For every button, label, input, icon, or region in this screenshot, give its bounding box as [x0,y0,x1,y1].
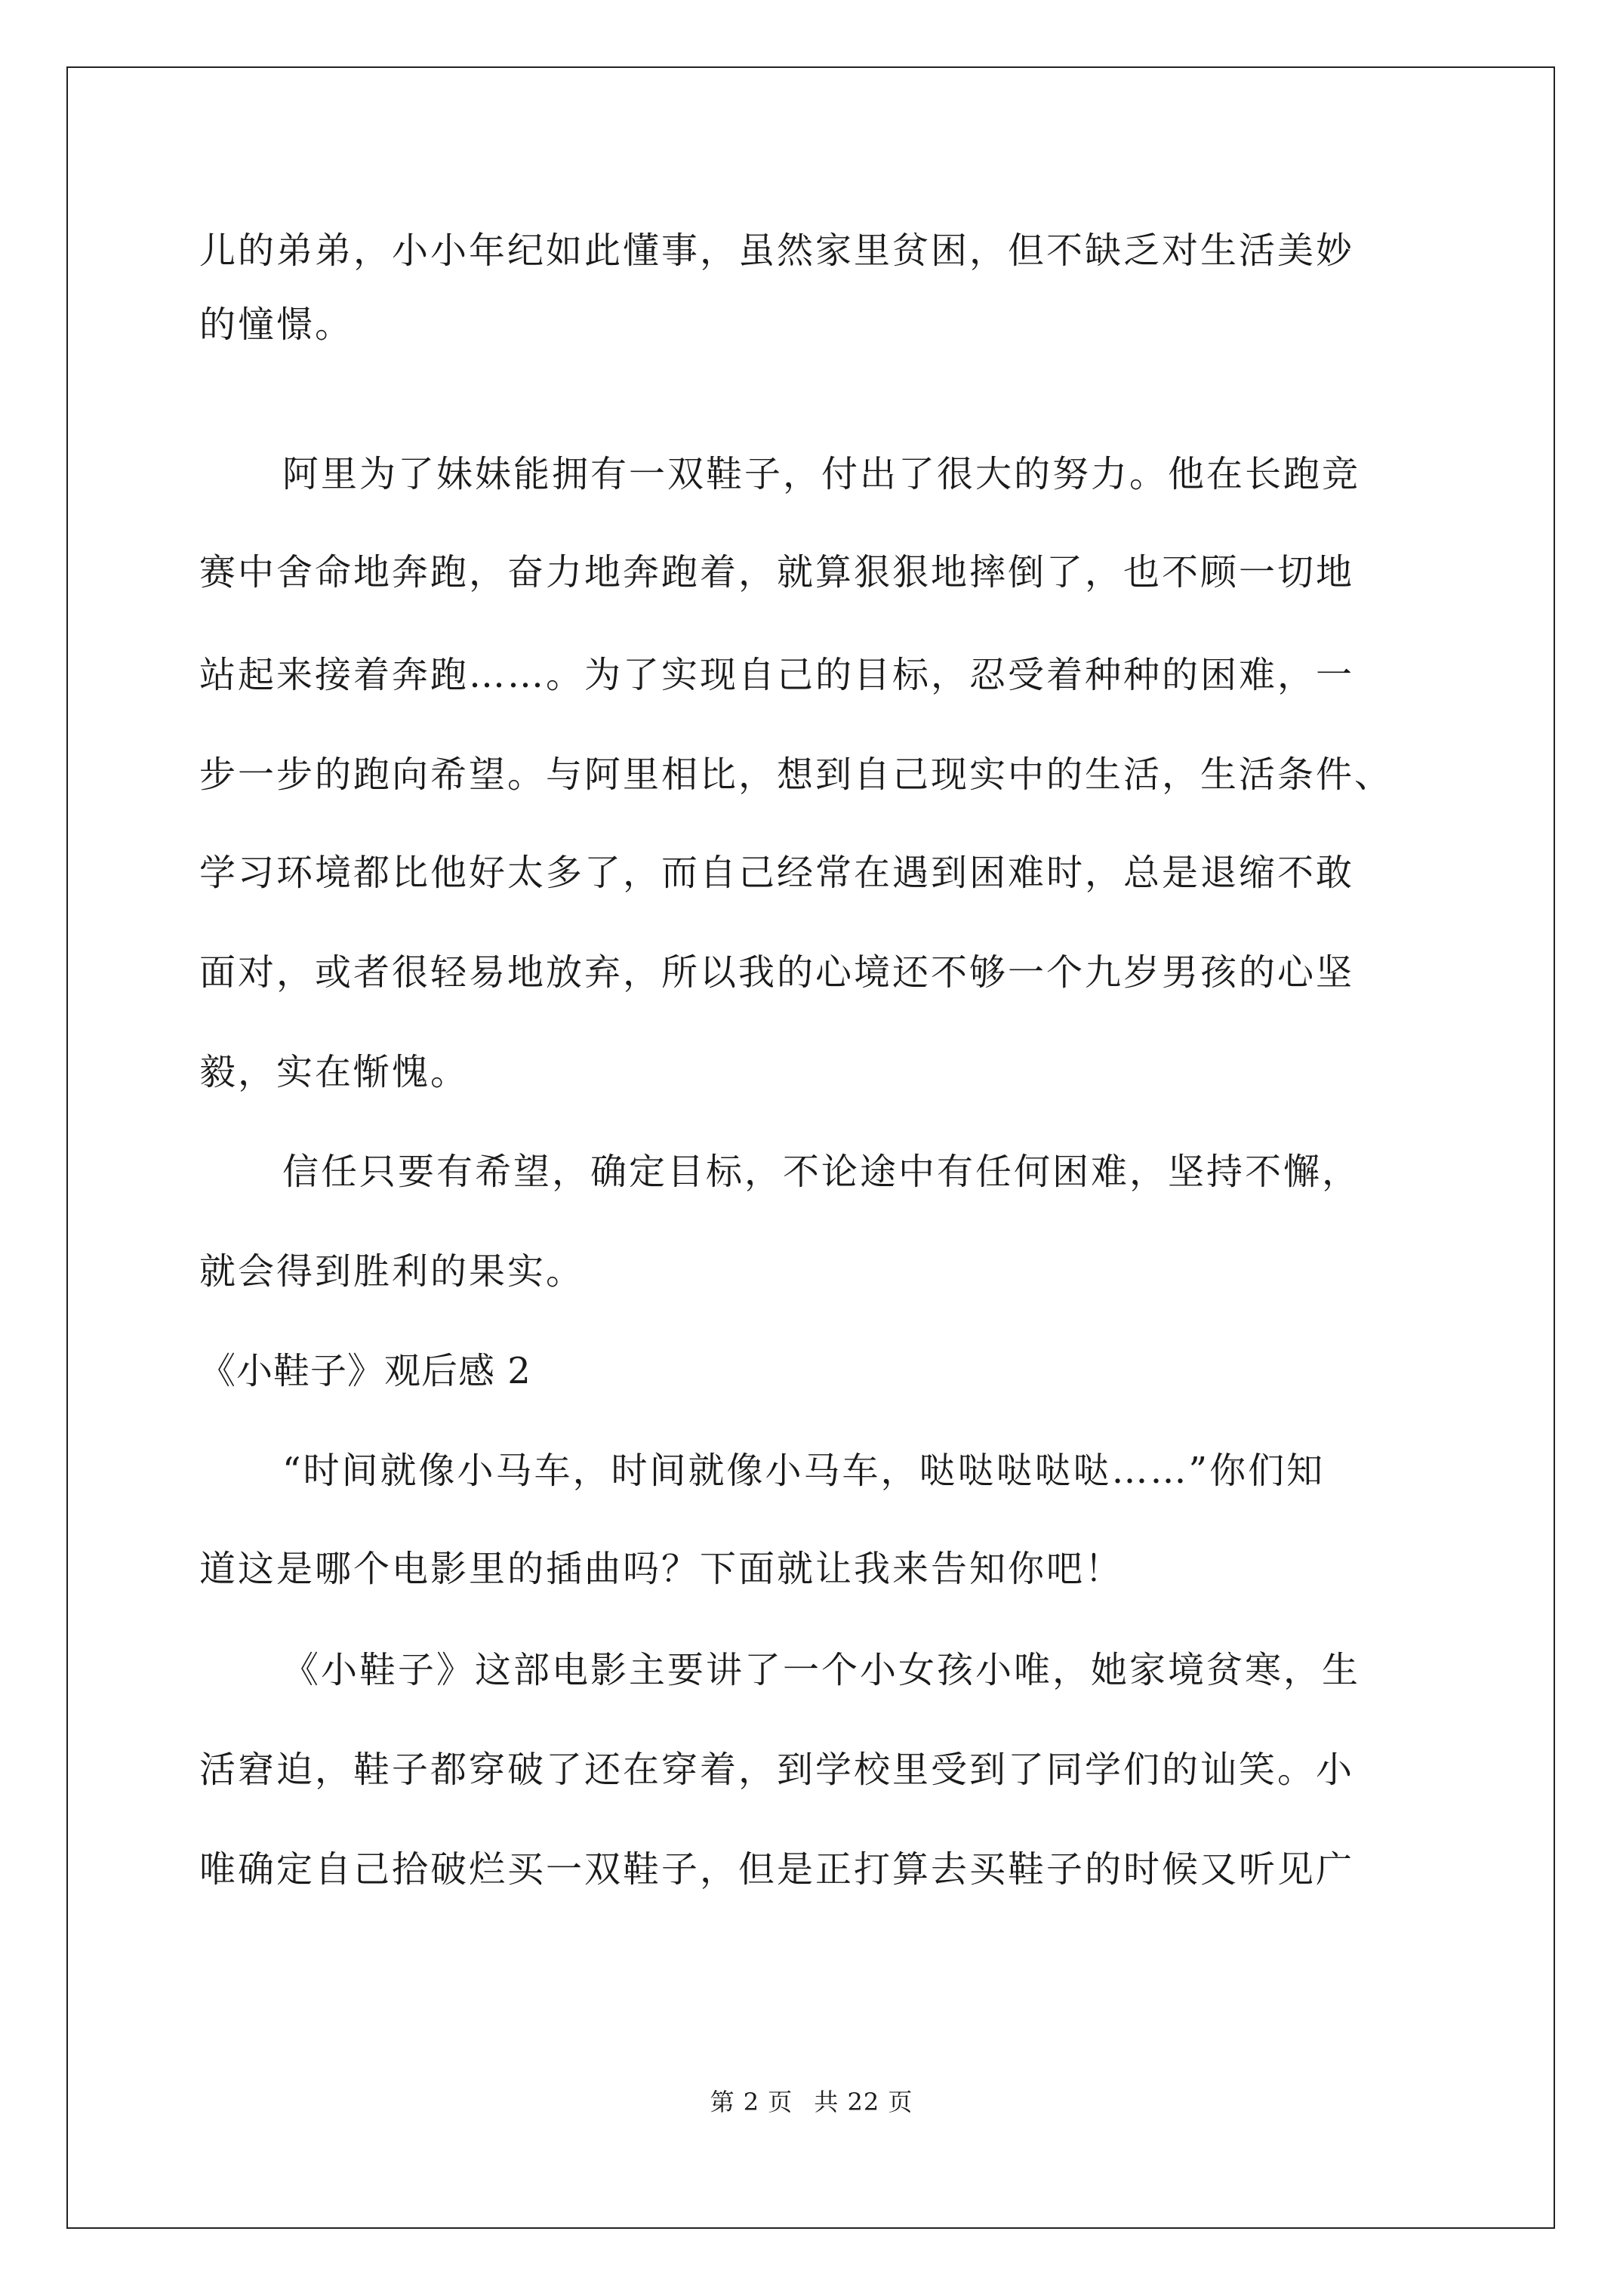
page-border [66,66,1555,2229]
paragraph-first-line: “时间就像小马车，时间就像小马车，哒哒哒哒哒……”你们知 [282,1450,1326,1492]
text-line: 毅，实在惭愧。 [199,1051,470,1093]
text-line: 儿的弟弟，小小年纪如此懂事，虽然家里贫困，但不缺乏对生活美妙 [199,230,1355,272]
text-line: 就会得到胜利的果实。 [199,1250,585,1293]
section-heading: 《小鞋子》观后感 2 [199,1350,531,1392]
text-line: 道这是哪个电影里的插曲吗？下面就让我来告知你吧！ [199,1548,1124,1590]
text-line: 站起来接着奔跑……。为了实现自己的目标，忍受着种种的困难，一 [199,654,1355,696]
page-number: 第 2 页 [710,2088,793,2116]
text-line: 赛中舍命地奔跑，奋力地奔跑着，就算狠狠地摔倒了，也不顾一切地 [199,551,1355,593]
text-line: 活窘迫，鞋子都穿破了还在穿着，到学校里受到了同学们的讪笑。小 [199,1749,1355,1791]
page-footer [0,2087,1623,2117]
paragraph-first-line: 信任只要有希望，确定目标，不论途中有任何困难，坚持不懈， [282,1151,1361,1193]
paragraph-first-line: 阿里为了妹妹能拥有一双鞋子，付出了很大的努力。他在长跑竞 [282,453,1361,495]
text-line: 的憧憬。 [199,304,354,346]
text-line: 学习环境都比他好太多了，而自己经常在遇到困难时，总是退缩不敢 [199,852,1355,894]
text-line: 步一步的跑向希望。与阿里相比，想到自己现实中的生活，生活条件、 [199,754,1394,796]
text-line: 唯确定自己拾破烂买一双鞋子，但是正打算去买鞋子的时候又听见广 [199,1848,1355,1891]
page-total: 共 22 页 [814,2088,913,2116]
paragraph-first-line: 《小鞋子》这部电影主要讲了一个小女孩小唯，她家境贫寒，生 [282,1649,1361,1691]
text-line: 面对，或者很轻易地放弃，所以我的心境还不够一个九岁男孩的心坚 [199,951,1355,994]
